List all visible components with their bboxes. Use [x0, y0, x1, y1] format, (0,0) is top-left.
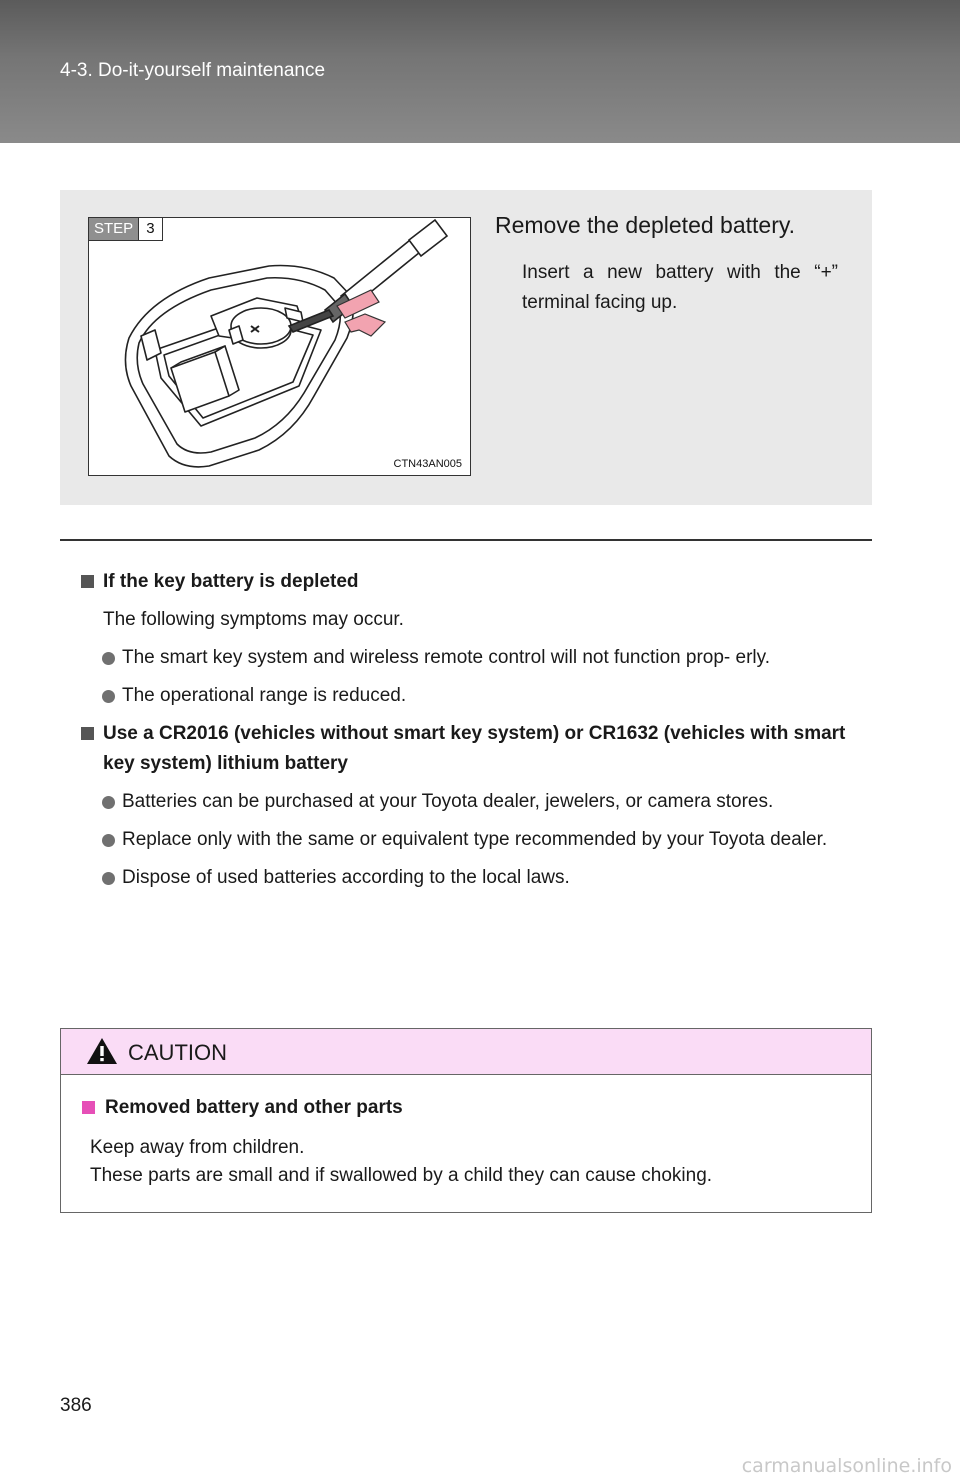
list-item-text: Dispose of used batteries according to the local laws.: [122, 867, 570, 888]
circle-bullet-icon: [102, 690, 115, 703]
list-item: [81, 681, 861, 711]
list-item-text: The smart key system and wireless remote control will not function prop- erly.: [122, 647, 770, 668]
caution-text: [82, 1134, 857, 1190]
circle-bullet-icon: [102, 652, 115, 665]
section-title: 4-3. Do-it-yourself maintenance: [60, 60, 326, 81]
notes-section: [81, 567, 861, 893]
list-item: [81, 787, 861, 817]
list-item-text: Batteries can be purchased at your Toyota dealer, jewelers, or camera stores.: [122, 791, 774, 812]
caution-line: Keep away from children.: [90, 1137, 305, 1158]
page-header: [0, 0, 960, 143]
caution-topic-title: Removed battery and other parts: [105, 1097, 403, 1118]
circle-bullet-icon: [102, 796, 115, 809]
caution-title: CAUTION: [128, 1040, 227, 1065]
caution-box: [60, 1028, 872, 1213]
topic-heading: [81, 567, 861, 597]
square-bullet-icon: [81, 727, 94, 740]
circle-bullet-icon: [102, 834, 115, 847]
caution-header: [61, 1029, 871, 1075]
square-bullet-icon: [82, 1101, 95, 1114]
list-item-text: Replace only with the same or equivalent type recommended by your Toyota dealer.: [122, 829, 828, 850]
key-fob-battery-drawing: [89, 218, 471, 476]
caution-line: These parts are small and if swallowed by a child they can cause choking.: [90, 1165, 713, 1186]
watermark: carmanualsonline.info: [741, 1455, 952, 1477]
circle-bullet-icon: [102, 872, 115, 885]
step-number: 3: [138, 218, 161, 240]
step-label: STEP: [89, 218, 138, 240]
battery-illustration: [88, 217, 471, 476]
step-badge: [89, 218, 163, 241]
list-item: [81, 825, 861, 855]
warning-triangle-icon: [86, 1037, 118, 1065]
topic-heading: [81, 719, 861, 779]
topic-title: If the key battery is depleted: [103, 571, 359, 592]
topic-intro: The following symptoms may occur.: [103, 609, 404, 630]
step-note: Insert a new battery with the “+” terminal facing up.: [522, 262, 838, 313]
square-bullet-icon: [81, 575, 94, 588]
list-item-text: The operational range is reduced.: [122, 685, 407, 706]
caution-body: [82, 1094, 857, 1190]
caution-topic: [82, 1094, 857, 1122]
step-title: Remove the depleted battery.: [495, 212, 796, 238]
section-divider: [60, 539, 872, 541]
list-item: [81, 863, 861, 893]
step-panel: [60, 190, 872, 505]
list-item: [81, 643, 861, 673]
topic-title: Use a CR2016 (vehicles without smart key system) or CR1632 (vehicles with smart key system) lithium battery: [103, 723, 846, 774]
page-number: 386: [60, 1395, 92, 1416]
figure-code: CTN43AN005: [393, 458, 462, 470]
